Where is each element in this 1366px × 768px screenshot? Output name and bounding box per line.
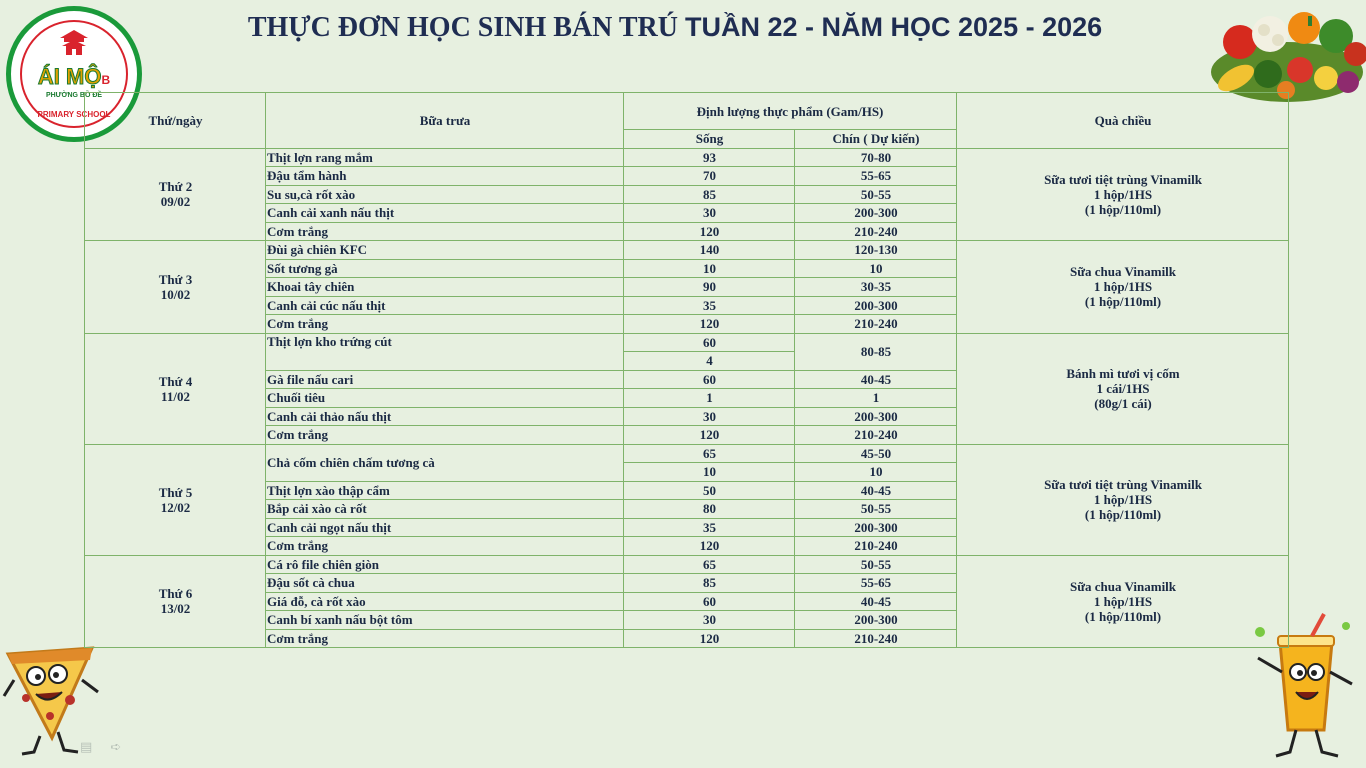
raw-amount: 85 [624,185,795,204]
dish-name: Khoai tây chiên [266,278,624,297]
header-cooked: Chín ( Dự kiến) [795,130,957,149]
raw-amount: 65 [624,555,795,574]
raw-amount: 90 [624,278,795,297]
day-cell: Thứ 4 11/02 [85,333,266,444]
cooked-amount: 40-45 [795,481,957,500]
dish-name: Su su,cà rốt xào [266,185,624,204]
dish-name: Thịt lợn kho trứng cút [266,333,624,370]
dish-name: Cơm trắng [266,222,624,241]
slide-nav[interactable] [80,740,121,755]
header-raw: Sống [624,130,795,149]
day-cell: Thứ 2 09/02 [85,148,266,241]
cooked-amount: 10 [795,259,957,278]
snack-cell: Sữa tươi tiệt trùng Vinamilk 1 hộp/1HS (1 hộp/110ml) [957,444,1289,555]
cooked-amount: 200-300 [795,407,957,426]
table-row [85,333,1289,352]
logo-name: ÁI MỘB [37,64,111,89]
cooked-amount: 120-130 [795,241,957,260]
cooked-amount: 200-300 [795,518,957,537]
raw-amount: 30 [624,611,795,630]
dish-name: Cơm trắng [266,537,624,556]
cooked-amount: 50-55 [795,185,957,204]
table-row [85,148,1289,167]
cooked-amount: 40-45 [795,370,957,389]
snack-cell: Sữa chua Vinamilk 1 hộp/1HS (1 hộp/110ml) [957,555,1289,648]
raw-amount: 10 [624,463,795,482]
header-snack: Quà chiều [957,93,1289,149]
cooked-amount: 200-300 [795,611,957,630]
cooked-amount: 1 [795,389,957,408]
dish-name: Gà file nấu cari [266,370,624,389]
cooked-amount: 200-300 [795,296,957,315]
raw-amount: 35 [624,296,795,315]
dish-name: Thịt lợn xào thập cẩm [266,481,624,500]
dish-name: Thịt lợn rang mắm [266,148,624,167]
title-part-1: THỰC ĐƠN HỌC SINH BÁN TRÚ [247,12,679,43]
raw-amount: 120 [624,426,795,445]
dish-name: Canh cải xanh nấu thịt [266,204,624,223]
cooked-amount: 55-65 [795,574,957,593]
raw-amount: 120 [624,629,795,648]
dish-name: Đậu sốt cà chua [266,574,624,593]
raw-amount: 120 [624,222,795,241]
logo-ward: PHƯỜNG BỒ ĐỀ [45,92,103,99]
dish-name: Cơm trắng [266,426,624,445]
dish-name: Canh cải ngọt nấu thịt [266,518,624,537]
cooked-amount: 210-240 [795,537,957,556]
logo-school: PRIMARY SCHOOL [37,110,111,119]
page-title [200,12,1150,44]
header-lunch: Bữa trưa [266,93,624,149]
table-row [85,241,1289,260]
cooked-amount: 10 [795,463,957,482]
raw-amount: 10 [624,259,795,278]
header-day: Thứ/ngày [85,93,266,149]
dish-name: Canh cải thảo nấu thịt [266,407,624,426]
cooked-amount: 30-35 [795,278,957,297]
title-part-2: TUẦN 22 - NĂM HỌC 2025 - 2026 [685,12,1103,42]
raw-amount: 30 [624,407,795,426]
raw-amount: 120 [624,315,795,334]
cooked-amount: 50-55 [795,500,957,519]
dish-name: Giá đỗ, cà rốt xào [266,592,624,611]
cooked-amount: 55-65 [795,167,957,186]
dish-name: Cá rô file chiên giòn [266,555,624,574]
raw-amount: 30 [624,204,795,223]
snack-cell: Sữa chua Vinamilk 1 hộp/1HS (1 hộp/110ml) [957,241,1289,334]
raw-amount: 35 [624,518,795,537]
snack-cell: Sữa tươi tiệt trùng Vinamilk 1 hộp/1HS (1 hộp/110ml) [957,148,1289,241]
cooked-amount: 40-45 [795,592,957,611]
dish-name: Canh bí xanh nấu bột tôm [266,611,624,630]
dish-name: Đùi gà chiên KFC [266,241,624,260]
menu-table [84,92,1289,648]
cooked-amount: 200-300 [795,204,957,223]
raw-amount: 120 [624,537,795,556]
header-quantity: Định lượng thực phẩm (Gam/HS) [624,93,957,130]
cooked-amount: 50-55 [795,555,957,574]
pagoda-icon [58,28,90,56]
dish-name: Canh cải cúc nấu thịt [266,296,624,315]
cooked-amount: 45-50 [795,444,957,463]
raw-amount: 70 [624,167,795,186]
cooked-amount: 210-240 [795,315,957,334]
dish-name: Chuối tiêu [266,389,624,408]
dish-name: Đậu tẩm hành [266,167,624,186]
day-cell: Thứ 6 13/02 [85,555,266,648]
day-cell: Thứ 5 12/02 [85,444,266,555]
raw-amount: 60 [624,333,795,352]
cooked-amount: 210-240 [795,426,957,445]
raw-amount: 85 [624,574,795,593]
raw-amount: 1 [624,389,795,408]
snack-cell: Bánh mì tươi vị cốm 1 cái/1HS (80g/1 cái) [957,333,1289,444]
raw-amount: 4 [624,352,795,371]
raw-amount: 80 [624,500,795,519]
cooked-amount: 80-85 [795,333,957,370]
raw-amount: 65 [624,444,795,463]
dish-name: Cơm trắng [266,629,624,648]
raw-amount: 93 [624,148,795,167]
cooked-amount: 70-80 [795,148,957,167]
raw-amount: 60 [624,370,795,389]
next-arrow-icon[interactable]: ➪ [110,740,122,755]
dish-name: Bắp cải xào cà rốt [266,500,624,519]
table-row [85,444,1289,463]
vegetables-icon [1208,2,1366,106]
cooked-amount: 210-240 [795,629,957,648]
dish-name: Sốt tương gà [266,259,624,278]
dish-name: Chả cốm chiên chấm tương cà [266,444,624,481]
dish-name: Cơm trắng [266,315,624,334]
raw-amount: 140 [624,241,795,260]
notes-icon[interactable]: ▤ [80,740,93,755]
day-cell: Thứ 3 10/02 [85,241,266,334]
raw-amount: 60 [624,592,795,611]
cooked-amount: 210-240 [795,222,957,241]
table-row [85,555,1289,574]
raw-amount: 50 [624,481,795,500]
